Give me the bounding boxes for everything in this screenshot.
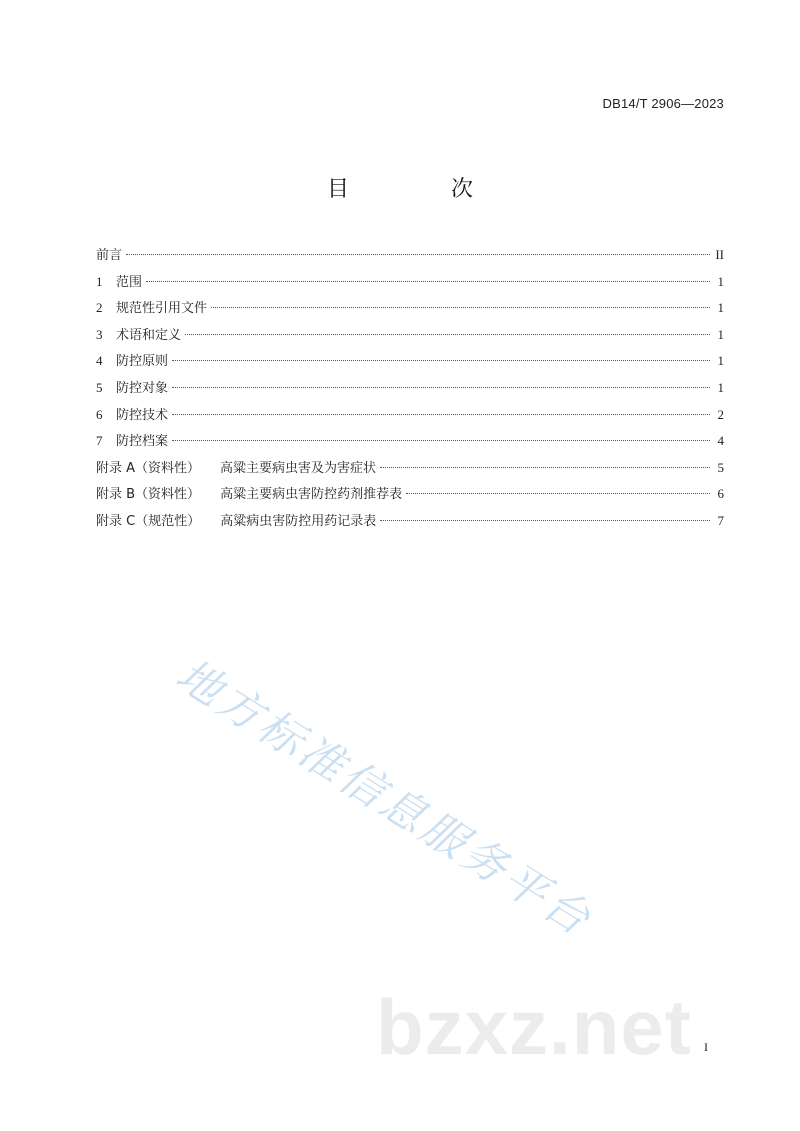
toc-dot-leader [406,492,710,494]
toc-entry-appendix-c[interactable] [96,508,724,535]
toc-entry-title: 防控对象 [116,380,169,396]
toc-entry-title: 防控档案 [116,434,169,450]
toc-entry-number: 6 [96,406,103,422]
toc-entry-title: 前言 [96,248,123,263]
toc-entry-control-principles[interactable] [96,348,724,375]
toc-entry-title: 防控原则 [116,354,169,370]
page-number: I [704,1040,708,1054]
toc-entry-appendix-a[interactable] [96,455,724,482]
toc-entry-page: 1 [717,379,724,395]
toc-entry-preface[interactable] [96,242,724,269]
toc-dot-leader [172,413,710,415]
toc-entry-title: 高粱病虫害防控用药记录表 [220,513,377,529]
toc-entry-terms-definitions[interactable] [96,322,724,349]
toc-entry-number: 2 [96,300,103,316]
toc-entry-number: 7 [96,433,103,449]
toc-entry-page: 4 [717,433,724,449]
site-watermark: bzxz.net [376,983,692,1071]
toc-entry-control-records[interactable] [96,428,724,455]
toc-entry-title: 防控技术 [116,407,169,423]
toc-entry-page: 1 [717,273,724,289]
toc-entry-appendix-b[interactable] [96,481,724,508]
toc-entry-page: 1 [717,326,724,342]
toc-dot-leader [172,386,710,388]
toc-dot-leader [172,359,710,361]
toc-entry-page: 5 [717,459,724,475]
toc-dot-leader [185,333,710,335]
toc-entry-control-techniques[interactable] [96,402,724,429]
page-title: 目 次 [326,177,513,202]
toc-entry-title: 范围 [116,274,143,290]
toc-entry-page: 7 [717,512,724,528]
toc-entry-page: 1 [717,353,724,369]
toc-entry-scope[interactable] [96,269,724,296]
toc-appendix-label: 附录 B（资料性） [96,487,201,503]
toc-entry-title: 高粱主要病虫害防控药剂推荐表 [220,487,403,503]
toc-dot-leader [146,280,710,282]
toc-entry-title: 高粱主要病虫害及为害症状 [220,460,377,476]
toc-dot-leader [211,306,710,308]
toc-entry-title: 规范性引用文件 [116,301,208,317]
toc-entry-normative-references[interactable] [96,295,724,322]
toc-entry-number: 5 [96,379,103,395]
toc-entry-title: 术语和定义 [116,327,182,343]
toc-dot-leader [380,466,710,468]
toc-entry-number: 3 [96,326,103,342]
table-of-contents [96,242,724,535]
document-code: DB14/T 2906—2023 [602,96,724,111]
toc-entry-number: 4 [96,353,103,369]
toc-dot-leader [126,253,710,255]
toc-appendix-label: 附录 C（规范性） [96,513,201,529]
toc-entry-page: 6 [717,486,724,502]
platform-watermark: 地方标准信息服务平台 [167,649,602,947]
toc-entry-number: 1 [96,273,103,289]
toc-entry-page: II [715,247,724,262]
toc-dot-leader [380,519,710,521]
toc-entry-page: 1 [717,300,724,316]
toc-entry-page: 2 [717,406,724,422]
toc-dot-leader [172,439,710,441]
toc-entry-control-targets[interactable] [96,375,724,402]
toc-appendix-label: 附录 A（资料性） [96,460,201,476]
